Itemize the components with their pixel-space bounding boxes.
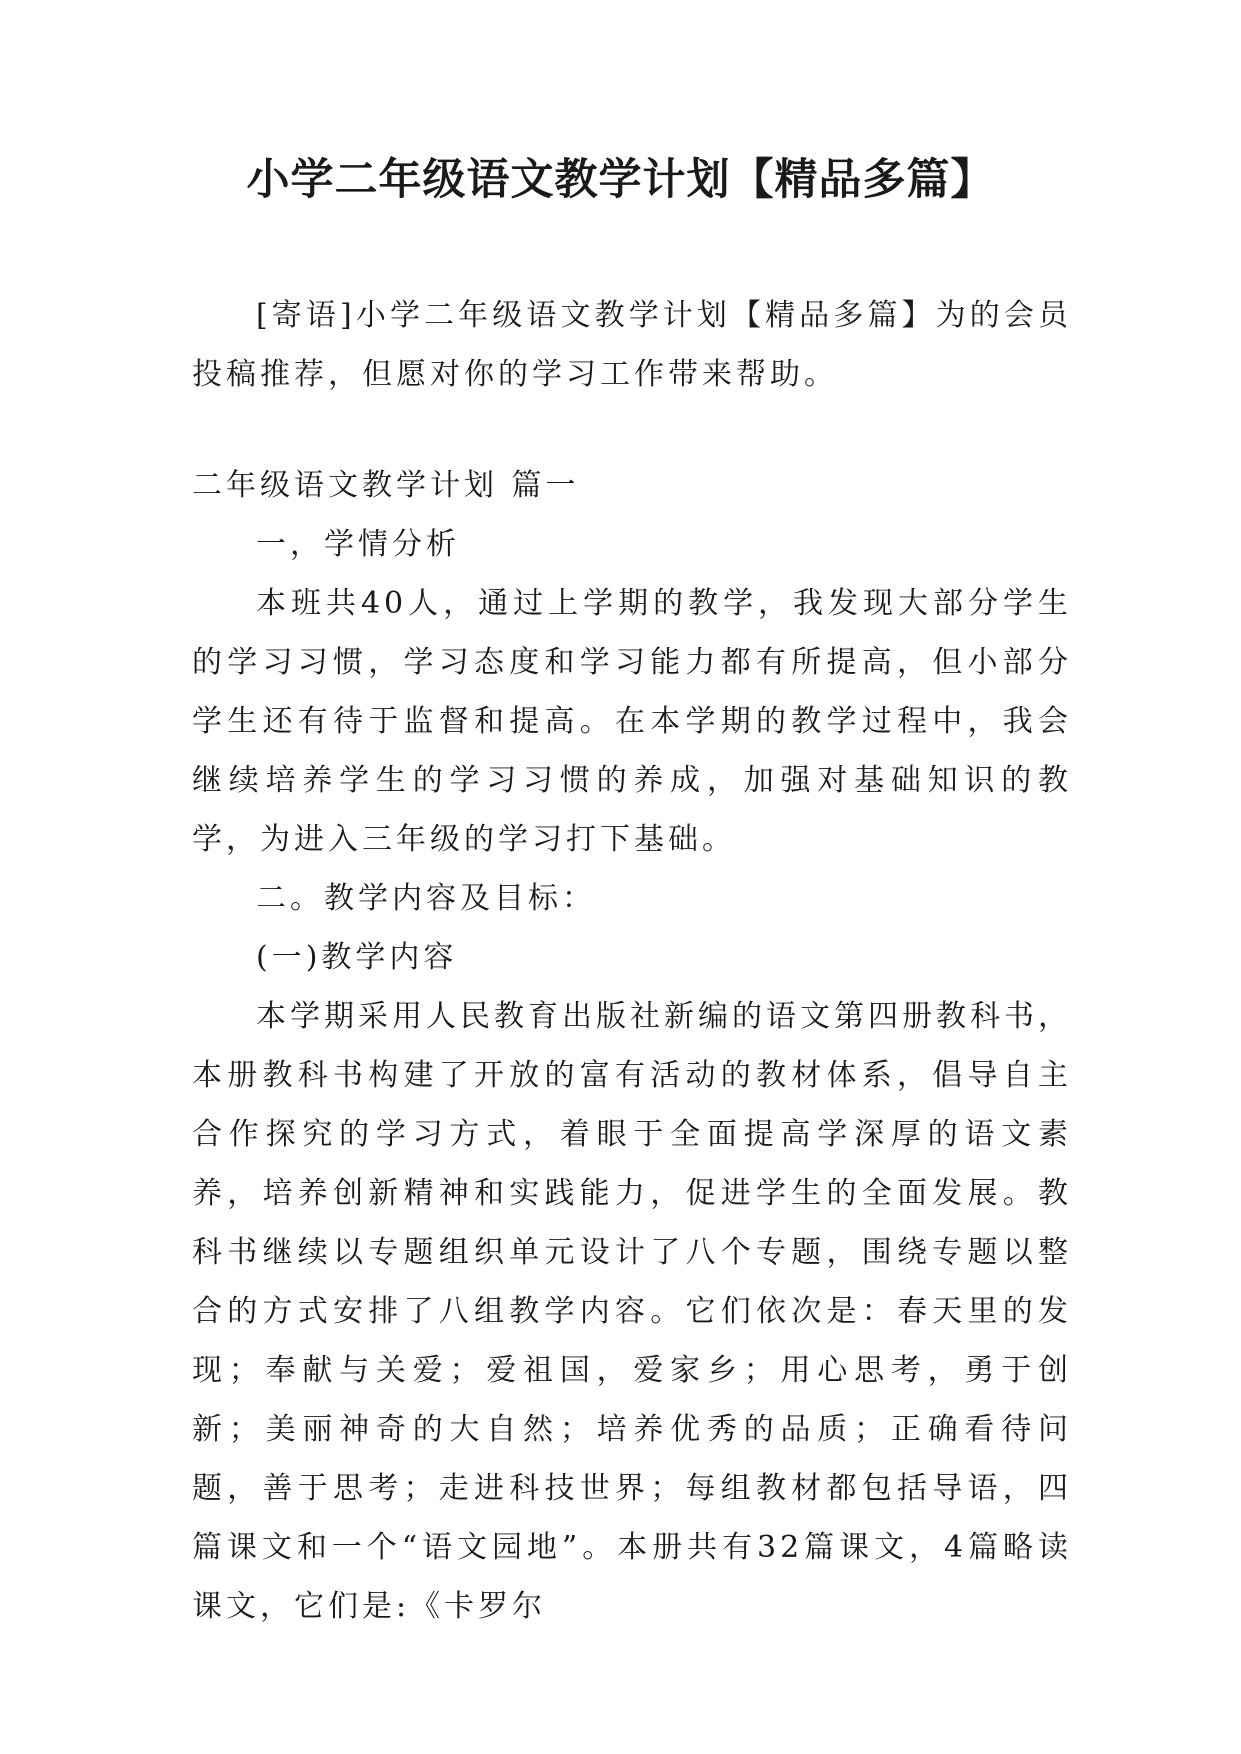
- paragraph-analysis: 本班共40人，通过上学期的教学，我发现大部分学生的学习习惯，学习态度和学习能力都有所提高，但小部分学生还有待于监督和提高。在本学期的教学过程中，我会继续培养学生的学习习惯的养成，加强对基础知识的教学，为进入三年级的学习打下基础。: [192, 586, 1072, 857]
- document-title: 小学二年级语文教学计划【精品多篇】: [246, 155, 995, 205]
- subheading-content: (一)教学内容: [256, 940, 458, 975]
- intro-block: [192, 286, 1072, 404]
- section-block: [192, 456, 1072, 1636]
- section-heading: 二年级语文教学计划 篇一: [192, 468, 580, 503]
- subheading-content-goals: 二。教学内容及目标：: [256, 881, 596, 916]
- paragraph-content: 本学期采用人民教育出版社新编的语文第四册教科书，本册教科书构建了开放的富有活动的教材体系，倡导自主合作探究的学习方式，着眼于全面提高学深厚的语文素养，培养创新精神和实践能力，促进学生的全面发展。教科书继续以专题组织单元设计了八个专题，围绕专题以整合的方式安排了八组教学内容。它们依次是：春天里的发现；奉献与关爱；爱祖国，爱家乡；用心思考，勇于创新；美丽神奇的大自然；培养优秀的品质；正确看待问题，善于思考；走进科技世界；每组教材都包括导语，四篇课文和一个“语文园地”。本册共有32篇课文，4篇略读课文，它们是:《卡罗尔: [192, 999, 1072, 1624]
- intro-paragraph: [寄语]小学二年级语文教学计划【精品多篇】为的会员投稿推荐，但愿对你的学习工作带来帮助。: [192, 298, 1072, 392]
- subheading-analysis: 一，学情分析: [256, 527, 460, 562]
